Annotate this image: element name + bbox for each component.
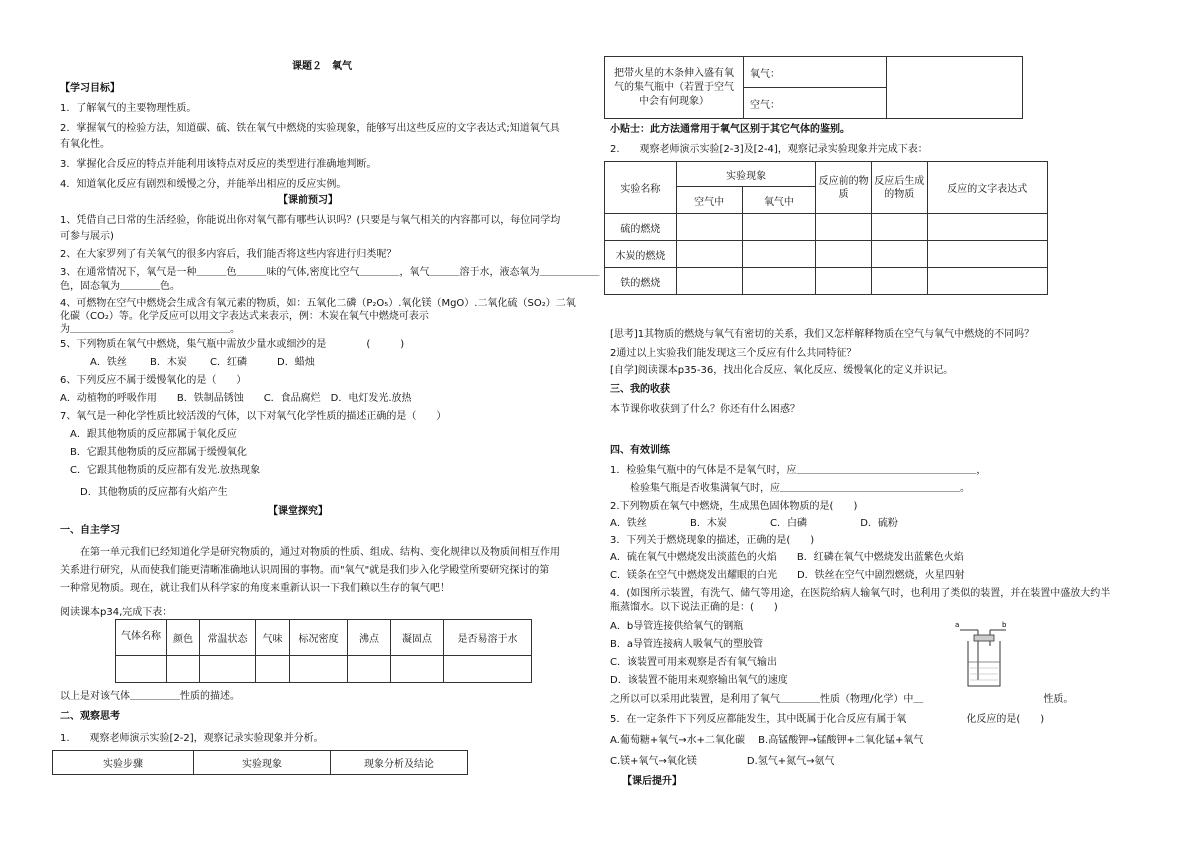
blank-cell[interactable] — [816, 241, 872, 268]
obs-col-header: 实验现象 — [194, 751, 331, 775]
exp-col-header: 反应的文字表达式 — [927, 162, 1047, 214]
prop-col-header: 常温状态 — [200, 620, 256, 656]
practice-line: 5．在一定条件下下列反应都能发生，其中既属于化合反应有属于氧 化反应的是( ) — [610, 714, 1045, 725]
test-desc-line: 气的集气瓶中（若置于空气 — [614, 81, 734, 93]
exp-row-label: 木炭的燃烧 — [605, 241, 677, 268]
tube-label-a: a — [955, 621, 960, 629]
goal-line: 2．掌握氧气的检验方法，知道碳、硫、铁在氧气中燃烧的实验现象，能够写出这些反应的文字表达式;知道氧气具 — [60, 123, 560, 134]
read-task: 阅读课本p34,完成下表： — [60, 607, 173, 618]
think-line: [思考]1其物质的燃烧与氧气有密切的关系，我们又怎样解释物质在空气与氧气中燃烧的不同吗？ — [610, 329, 1035, 340]
harvest-line: 本节课你收获到了什么？你还有什么困惑？ — [610, 404, 800, 415]
blank-cell[interactable] — [871, 241, 927, 268]
blank-cell[interactable] — [816, 268, 872, 295]
exp-col-header: 反应前的物质 — [816, 162, 872, 214]
prop-col-header: 气体名称 — [116, 620, 167, 656]
preview-line: C．它跟其他物质的反应都有发光.放热现象 — [60, 465, 261, 476]
goal-line: 3．掌握化合反应的特点并能利用该特点对反应的类型进行准确地判断。 — [60, 159, 377, 170]
exp-col-header: 反应后生成的物质 — [871, 162, 927, 214]
preview-line: D．其他物质的反应都有火焰产生 — [60, 487, 228, 498]
observe-line: 1. 观察老师演示实验[2-2]，观察记录实验现象并分析。 — [60, 733, 324, 744]
goals-header: 【学习目标】 — [60, 83, 120, 94]
practice-line: 瓶蒸馏水。以下说法正确的是：( ) — [610, 602, 778, 613]
oxygen-test-table — [604, 56, 1023, 119]
section-heading: 二、观察思考 — [60, 711, 120, 722]
preview-line: 4、可燃物在空气中燃烧会生成含有氧元素的物质，如：五氧化二磷（P₂O₅）.氧化镁（MgO）.二氧化硫（SO₂）二氧 — [60, 298, 576, 309]
preview-line: 1、凭借自己日常的生活经验，你能说出你对氧气都有哪些认识吗？(只要是与氧气相关的内容都可以，每位同学均 — [60, 215, 561, 226]
exp-col-header: 实验现象 — [676, 162, 816, 187]
test-description-cell — [605, 57, 744, 119]
preview-line: 化碳（CO₂）等。化学反应可以用文字表达式来表示，例：木炭在氧气中燃烧可表示 — [60, 311, 429, 322]
prop-col-header: 凝固点 — [391, 620, 444, 656]
exp-row-label: 铁的燃烧 — [605, 268, 677, 295]
think-line: 2通过以上实验我们能发现这三个反应有什么共同特征？ — [610, 348, 857, 359]
preview-line: 7、氧气是一种化学性质比较活泼的气体，以下对氧气化学性质的描述正确的是（ ） — [60, 411, 447, 422]
obs-col-header: 现象分析及结论 — [331, 751, 468, 775]
blank-cell[interactable] — [871, 214, 927, 241]
intro-line: 一种常见物质。现在，就让我们从科学家的角度来重新认识一下我们赖以生存的氧气吧！ — [60, 583, 450, 594]
preview-header: 【课前预习】 — [278, 195, 338, 206]
goal-line: 1．了解氧气的主要物理性质。 — [60, 103, 197, 114]
property-table — [115, 619, 532, 683]
practice-line: A．b导管连接供给氧气的钢瓶 — [610, 621, 744, 632]
exp-row-label: 硫的燃烧 — [605, 214, 677, 241]
preview-line: 5、下列物质在氧气中燃烧，集气瓶中需放少量水或细沙的是 ( ) — [60, 339, 405, 350]
practice-line: A．硫在氧气中燃烧发出淡蓝色的火焰 B．红磷在氧气中燃烧发出蓝紫色火焰 — [610, 552, 964, 563]
intro-line: 关系进行研究，从而使我们能更清晰准确地认识周围的事物。而"氧气"就是我们步入化学殿堂所要研究探讨的第 — [60, 565, 550, 576]
lesson-title: 课题２ 氧气 — [292, 61, 352, 72]
blank-cell[interactable] — [742, 268, 816, 295]
practice-line: C．镁条在空气中燃烧发出耀眼的白光 D．铁丝在空气中剧烈燃烧，火星四射 — [610, 570, 965, 581]
practice-line: 之所以可以采用此装置，是利用了氧气＿＿＿＿性质（物理/化学）中＿ 性质。 — [610, 694, 1074, 705]
practice-line: A.葡萄糖+氧气→水+二氧化碳 B.高锰酸钾→锰酸钾+二氧化锰+氧气 — [610, 735, 924, 746]
blank-cell[interactable] — [816, 214, 872, 241]
practice-line: 2.下列物质在氧气中燃烧，生成黑色固体物质的是( ) — [610, 501, 858, 512]
prop-col-header: 颜色 — [167, 620, 200, 656]
prop-col-header: 沸点 — [348, 620, 391, 656]
practice-line: 3．下列关于燃烧现象的描述，正确的是( ) — [610, 535, 815, 546]
obs-col-header: 实验步骤 — [53, 751, 194, 775]
inquiry-header: 【课堂探究】 — [268, 506, 328, 517]
blank-cell[interactable] — [444, 655, 532, 682]
preview-line: 2、在大家罗列了有关氧气的很多内容后，我们能否将这些内容进行归类呢？ — [60, 249, 397, 260]
preview-line: 为＿＿＿＿＿＿＿＿＿＿＿＿＿＿＿＿。 — [60, 324, 240, 335]
blank-cell[interactable] — [200, 655, 256, 682]
practice-line: C.镁+氧气→氧化镁 D.氢气+氮气→氨气 — [610, 756, 835, 767]
preview-line: 色，固态氧为＿＿＿＿色。 — [60, 281, 180, 292]
combustion-table — [604, 161, 1048, 295]
preview-line: 3、在通常情况下，氧气是一种＿＿＿色＿＿＿味的气体,密度比空气＿＿＿＿，氧气＿＿＿溶于水，液态氧为＿＿＿＿＿＿ — [60, 267, 600, 278]
practice-line: B．a导管连接病人吸氧气的塑胶管 — [610, 639, 763, 650]
prop-col-header: 标况密度 — [290, 620, 348, 656]
blank-cell[interactable] — [348, 655, 391, 682]
practice-line: A．铁丝 B．木炭 C．白磷 D．硫粉 — [610, 518, 898, 529]
blank-cell[interactable] — [871, 268, 927, 295]
exp-col-header: 氧气中 — [742, 187, 816, 214]
blank-cell[interactable] — [290, 655, 348, 682]
blank-cell[interactable] — [742, 214, 816, 241]
preview-line: A．跟其他物质的反应都属于氧化反应 — [60, 429, 237, 440]
after-class-header: 【课后提升】 — [622, 776, 682, 787]
preview-line: B．它跟其他物质的反应都属于缓慢氧化 — [60, 447, 247, 458]
blank-cell[interactable] — [927, 241, 1047, 268]
exp-col-header: 实验名称 — [605, 162, 677, 214]
intro-line: 在第一单元我们已经知道化学是研究物质的，通过对物质的性质、组成、结构、变化规律以及物质间相互作用 — [60, 547, 560, 558]
after-table-line: 以上是对该气体＿＿＿＿＿性质的描述。 — [60, 691, 240, 702]
practice-line: 检验集气瓶是否收集满氧气时，应＿＿＿＿＿＿＿＿＿＿＿＿＿＿＿＿＿＿。 — [610, 483, 970, 494]
practice-line: C．该装置可用来观察是否有氧气输出 — [610, 657, 777, 668]
test-desc-line: 中会有何现象） — [639, 95, 709, 107]
test-oxygen-cell: 氧气： — [744, 57, 887, 88]
section-heading: 三、我的收获 — [610, 384, 670, 395]
section-heading: 四、有效训练 — [610, 445, 670, 456]
blank-cell[interactable] — [676, 214, 742, 241]
section-heading: 一、自主学习 — [60, 525, 120, 536]
tip-line: 小贴士：此方法通常用于氧气区别于其它气体的鉴别。 — [610, 124, 850, 135]
blank-cell[interactable] — [742, 241, 816, 268]
preview-line: 6、下列反应不属于缓慢氧化的是（ ） — [60, 375, 247, 386]
preview-line: A．铁丝 B．木炭 C．红磷 D．蜡烛 — [60, 357, 315, 368]
goal-line: 有氧化性。 — [60, 139, 110, 150]
test-air-cell: 空气： — [744, 88, 887, 119]
blank-cell[interactable] — [887, 57, 1023, 119]
blank-cell[interactable] — [116, 655, 167, 682]
prop-col-header: 气味 — [256, 620, 290, 656]
blank-cell[interactable] — [256, 655, 290, 682]
gas-bottle-diagram — [952, 618, 1014, 690]
prop-col-header: 是否易溶于水 — [444, 620, 532, 656]
selfstudy-line: [自学]阅读课本p35-36，找出化合反应、氧化反应、缓慢氧化的定义并识记。 — [610, 365, 954, 376]
blank-cell[interactable] — [927, 268, 1047, 295]
preview-line: A．动植物的呼吸作用 B．铁制品锈蚀 C．食品腐烂 D．电灯发光.放热 — [60, 393, 412, 404]
preview-line: 可参与展示) — [60, 231, 114, 242]
practice-line: 1．检验集气瓶中的气体是不是氧气时，应＿＿＿＿＿＿＿＿＿＿＿＿＿＿＿＿＿＿， — [610, 465, 987, 476]
test-desc-line: 把带火星的木条伸入盛有氧 — [614, 67, 734, 79]
tube-label-b: b — [1002, 621, 1007, 629]
blank-cell[interactable] — [391, 655, 444, 682]
blank-cell[interactable] — [676, 241, 742, 268]
blank-cell[interactable] — [167, 655, 200, 682]
observation-table — [52, 750, 468, 775]
blank-cell[interactable] — [676, 268, 742, 295]
practice-line: 4．(如图所示装置，有洗气、储气等用途，在医院给病人输氧气时，也利用了类似的装置，并在装置中盛放大约半 — [610, 588, 1111, 599]
observe-line: 2. 观察老师演示实验[2-3]及[2-4]，观察记录实验现象并完成下表： — [610, 144, 928, 155]
blank-cell[interactable] — [927, 214, 1047, 241]
exp-col-header: 空气中 — [676, 187, 742, 214]
goal-line: 4．知道氧化反应有剧烈和缓慢之分，并能举出相应的反应实例。 — [60, 179, 347, 190]
practice-line: D．该装置不能用来观察输出氧气的速度 — [610, 675, 788, 686]
